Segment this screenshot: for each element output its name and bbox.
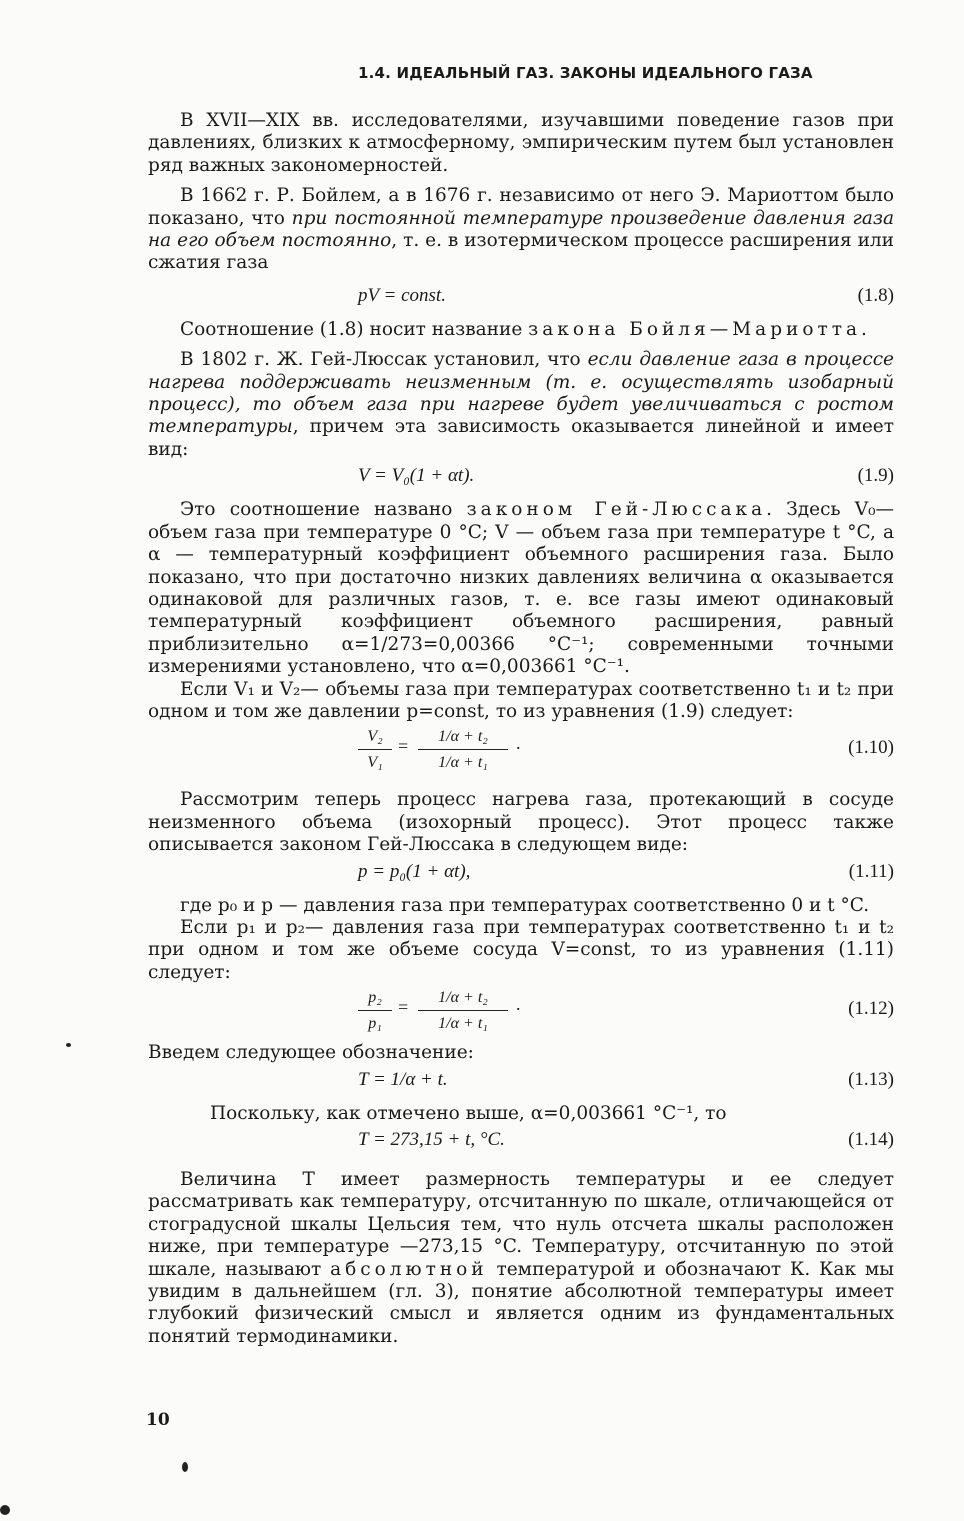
- paragraph-isochoric: Рассмотрим теперь процесс нагрева газа, протекающий в сосуде неизменного объема (изохорный процесс). Этот процесс также описывается законом Гей-Люссака в следующем виде:: [148, 789, 894, 856]
- page-number: 10: [146, 1410, 170, 1430]
- equation-1-11-number: (1.11): [848, 860, 894, 882]
- paragraph-absolute-temperature: Величина T имеет размерность температуры и ее следует рассматривать как температуру, отсчитанную по шкале, отличающейся от стоградусной шкалы Цельсия тем, что нуль отсчета шкалы расположен ниже, при температуре —273,15 °C. Температуру, отсчитанную по этой шкале, называют абсолютной температурой и обозначают К. Как мы увидим в дальнейшем (гл. 3), понятие абсолютной температуры имеет глубокий физический смысл и является одним из фундаментальных понятий термодинамики.: [148, 1169, 894, 1347]
- scan-speck: [66, 1043, 71, 1047]
- paragraph-notation: Введем следующее обозначение:: [148, 1042, 474, 1064]
- scan-speck: [182, 1462, 188, 1472]
- equation-1-10-number: (1.10): [848, 737, 894, 759]
- equation-1-8-number: (1.8): [857, 284, 894, 306]
- equation-1-12-lhs: p₂ p₁: [358, 986, 392, 1037]
- equation-1-12-rhs: 1/α + t₂ 1/α + t₁: [418, 986, 508, 1037]
- paragraph-gay-lussac: В 1802 г. Ж. Гей-Люссак установил, что если давление газа в процессе нагрева поддерживать неизменным (т. е. осуществлять изобарный процесс), то объем газа при нагреве будет увеличиваться с ростом температуры, причем эта зависимость оказывается линейной и имеет вид:: [148, 349, 895, 460]
- equation-1-9-number: (1.9): [857, 465, 894, 487]
- equation-1-11: [148, 857, 894, 887]
- equation-1-14-expr: T = 273,15 + t, °C.: [358, 1129, 505, 1150]
- equation-1-8: [148, 281, 894, 311]
- equation-1-13-number: (1.13): [848, 1068, 894, 1090]
- equation-1-12-number: (1.12): [848, 998, 894, 1020]
- paragraph-gay-lussac-law: Это соотношение названо законом Гей-Люссака. Здесь V₀—объем газа при температуре 0 °C; V — объем газа при температуре t °C, а α — температурный коэффициент объемного расширения газа. Было показано, что при достаточно низких давлениях величина α оказывается одинаковой для различных газов, т. е. все газы имеют одинаковый температурный коэффициент объемного расширения, равный приблизительно α=1/273=0,00366 °C⁻¹; современными точными измерениями установлено, что α=0,003661 °C⁻¹.: [148, 499, 894, 678]
- page-body: [148, 64, 894, 1348]
- paragraph-where-p0: где p₀ и p — давления газа при температурах соответственно 0 и t °C.: [180, 894, 870, 916]
- equation-1-10-rhs: 1/α + t₂ 1/α + t₁: [418, 725, 508, 776]
- equation-1-9: [148, 461, 894, 491]
- equation-1-13-expr: T = 1/α + t.: [358, 1068, 448, 1090]
- equation-1-14-number: (1.14): [848, 1129, 894, 1150]
- equation-1-10: V₂ V₁ = 1/α + t₂ 1/α + t₁ . (1.10): [148, 723, 894, 781]
- equation-1-8-expr: pV = const.: [358, 284, 446, 306]
- equation-1-9-expr: V = V₀(1 + αt).: [358, 465, 475, 487]
- section-header: 1.4. ИДЕАЛЬНЫЙ ГАЗ. ЗАКОНЫ ИДЕАЛЬНОГО ГАЗА: [358, 64, 813, 82]
- equation-1-12: p₂ p₁ = 1/α + t₂ 1/α + t₁ . (1.12): [148, 984, 894, 1042]
- equation-1-10-lhs: V₂ V₁: [358, 725, 392, 776]
- paragraph-pressure-ratio: Если p₁ и p₂— давления газа при температурах соответственно t₁ и t₂ при одном и том же объеме сосуда V=const, то из уравнения (1.11) следует:: [148, 916, 894, 983]
- paragraph-boyle: В 1662 г. Р. Бойлем, а в 1676 г. независимо от него Э. Мариоттом было показано, что при постоянной температуре произведение давления газа на его объем постоянно, т. е. в изотермическом процессе расширения или сжатия газа: [148, 185, 894, 274]
- paragraph-volume-ratio: Если V₁ и V₂— объемы газа при температурах соответственно t₁ и t₂ при одном и том же давлении p=const, то из уравнения (1.9) следует:: [148, 678, 894, 722]
- paragraph-intro: В XVII—XIX вв. исследователями, изучавшими поведение газов при давлениях, близких к атмосферному, эмпирическим путем был установлен ряд важных закономерностей.: [148, 110, 894, 176]
- paragraph-boyle-law: Соотношение (1.8) носит название закона Бойля—Мариотта.: [180, 318, 867, 340]
- paragraph-since: Поскольку, как отмечено выше, α=0,003661 °C⁻¹, то: [210, 1102, 727, 1124]
- equation-1-14: [148, 1125, 894, 1155]
- equation-1-13: [148, 1065, 894, 1095]
- equation-1-11-expr: p = p₀(1 + αt),: [358, 860, 471, 882]
- scan-speck: [0, 1505, 10, 1515]
